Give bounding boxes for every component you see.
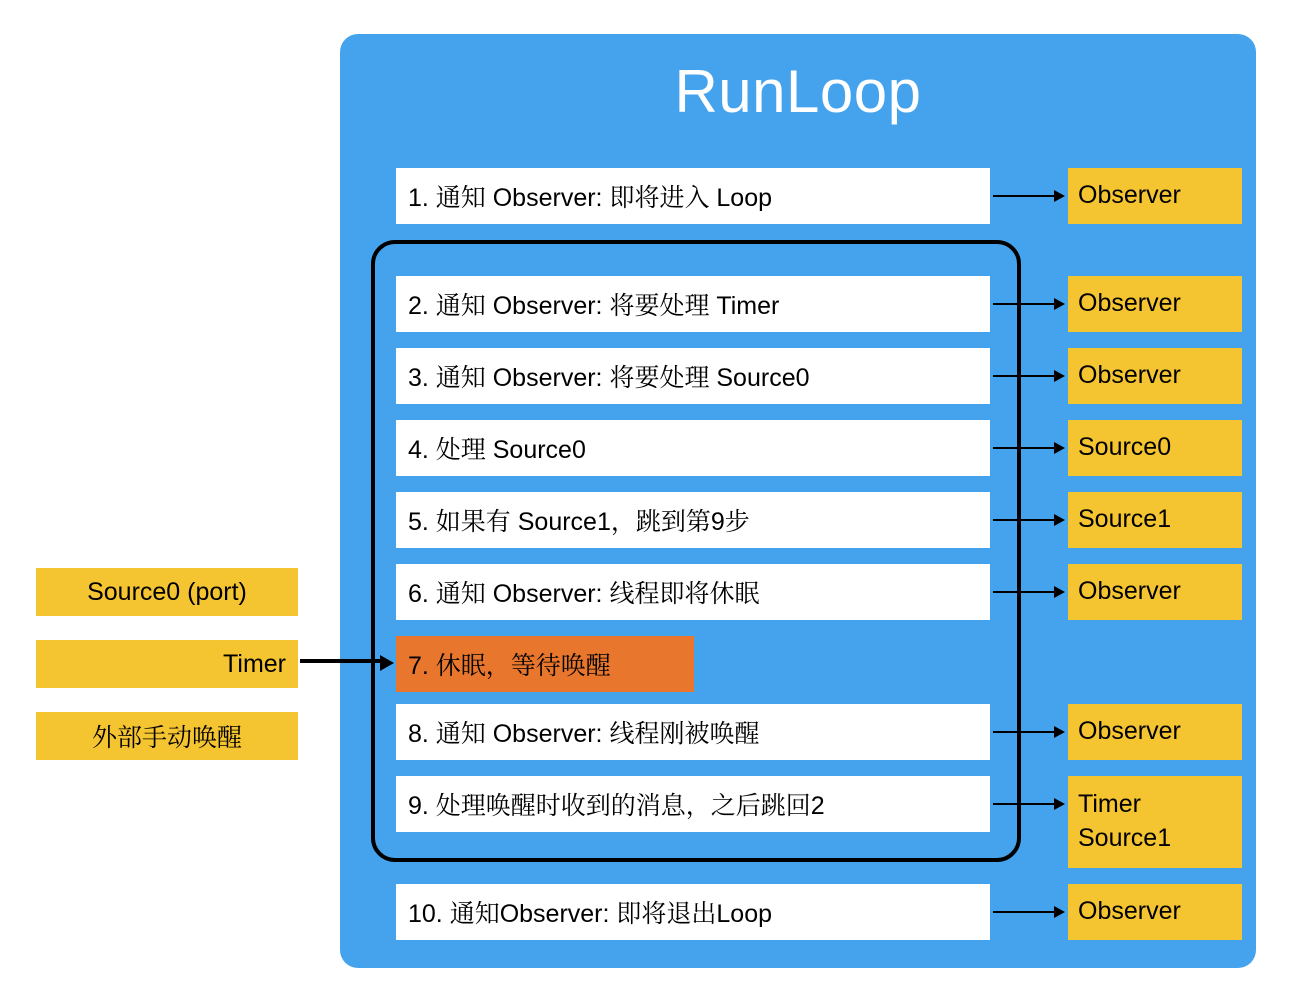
side-box-observer-5 [1068,704,1242,760]
step-row-1: 1. 通知 Observer: 即将进入 Loop [396,168,990,224]
step-row-9: 9. 处理唤醒时收到的消息，之后跳回2 [396,776,990,832]
wakeup-source-label: 外部手动唤醒 [91,724,242,752]
step-row-5: 5. 如果有 Source1，跳到第9步 [396,492,990,548]
step-row-6: 6. 通知 Observer: 线程即将休眠 [396,564,990,620]
step-row-4: 4. 处理 Source0 [396,420,990,476]
step-row-3: 3. 通知 Observer: 将要处理 Source0 [396,348,990,404]
side-box-line: Source0 [1078,433,1172,462]
side-box-line: Observer [1078,717,1181,746]
side-box-source1 [1068,492,1242,548]
wakeup-source-label: Source0 (port) [87,577,247,606]
side-box-observer-6 [1068,884,1242,940]
step-row-2: 2. 通知 Observer: 将要处理 Timer [396,276,990,332]
side-box-line: Source1 [1078,824,1172,852]
loop-cycle-border [371,240,1021,862]
wakeup-source-source0-port [36,568,298,616]
side-box-observer-4 [1068,564,1242,620]
step-row-7: 7. 休眠，等待唤醒 [396,636,694,692]
wakeup-source-timer [36,640,298,688]
side-box-line: Observer [1078,897,1181,926]
side-box-line: Observer [1078,289,1181,318]
wakeup-source-label: Timer [223,649,286,678]
side-box-source0 [1068,420,1242,476]
side-box-observer-1 [1068,168,1242,224]
side-box-line: Observer [1078,181,1181,210]
wakeup-source-manual [36,712,298,760]
step-row-8: 8. 通知 Observer: 线程刚被唤醒 [396,704,990,760]
side-box-line: Source1 [1078,505,1172,534]
side-box-line: Observer [1078,577,1181,606]
side-box-timer-source1 [1068,776,1242,868]
runloop-title: RunLoop [674,58,922,125]
side-box-line: Observer [1078,361,1181,390]
step-row-10: 10. 通知Observer: 即将退出Loop [396,884,990,940]
side-box-line: Timer [1078,790,1141,819]
side-box-observer-3 [1068,348,1242,404]
side-box-observer-2 [1068,276,1242,332]
